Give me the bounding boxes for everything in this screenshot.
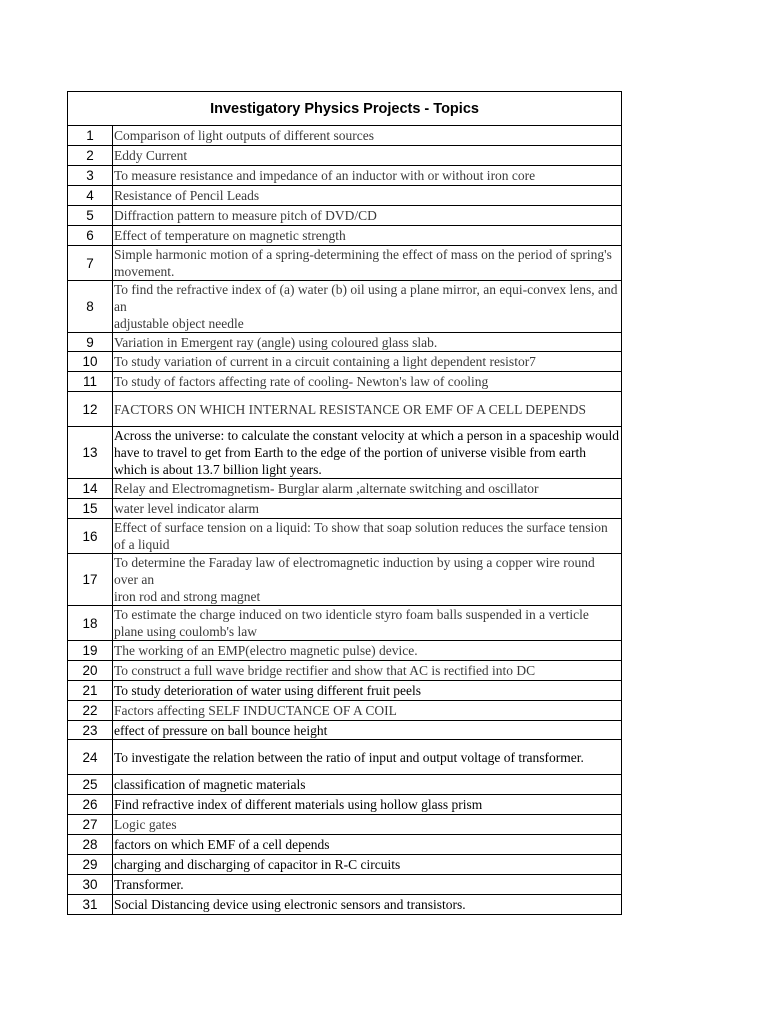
topic-text: Comparison of light outputs of different sources (113, 126, 622, 146)
topic-text: Variation in Emergent ray (angle) using coloured glass slab. (113, 333, 622, 352)
table-row (68, 835, 622, 855)
table-row (68, 721, 622, 740)
topic-text: Logic gates (113, 815, 622, 835)
row-number: 8 (68, 281, 113, 333)
table-row (68, 740, 622, 775)
row-number: 9 (68, 333, 113, 352)
row-number: 3 (68, 166, 113, 186)
topic-text: Factors affecting SELF INDUCTANCE OF A COIL (113, 701, 622, 721)
topic-text: To study variation of current in a circuit containing a light dependent resistor7 (113, 352, 622, 372)
topic-text: To investigate the relation between the ratio of input and output voltage of transformer. (113, 740, 622, 775)
table-row (68, 479, 622, 499)
topic-text: effect of pressure on ball bounce height (113, 721, 622, 740)
table-row (68, 427, 622, 479)
title-row (68, 92, 622, 126)
table-row (68, 519, 622, 554)
table-title: Investigatory Physics Projects - Topics (68, 92, 622, 126)
table-row (68, 815, 622, 835)
topic-text: Effect of temperature on magnetic strength (113, 226, 622, 246)
row-number: 20 (68, 661, 113, 681)
row-number: 10 (68, 352, 113, 372)
topic-text: charging and discharging of capacitor in R-C circuits (113, 855, 622, 875)
table-row (68, 661, 622, 681)
row-number: 21 (68, 681, 113, 701)
row-number: 27 (68, 815, 113, 835)
table-row (68, 775, 622, 795)
row-number: 26 (68, 795, 113, 815)
topic-text: Simple harmonic motion of a spring-determining the effect of mass on the period of spring's movement. (113, 246, 622, 281)
table-row (68, 186, 622, 206)
topic-text: The working of an EMP(electro magnetic pulse) device. (113, 641, 622, 661)
row-number: 11 (68, 372, 113, 392)
topics-table (67, 91, 622, 915)
topic-text: Relay and Electromagnetism- Burglar alarm ,alternate switching and oscillator (113, 479, 622, 499)
topic-text: Diffraction pattern to measure pitch of DVD/CD (113, 206, 622, 226)
table-row (68, 333, 622, 352)
table-row (68, 855, 622, 875)
row-number: 24 (68, 740, 113, 775)
table-row (68, 499, 622, 519)
topic-text: factors on which EMF of a cell depends (113, 835, 622, 855)
topic-text: Social Distancing device using electronic sensors and transistors. (113, 895, 622, 915)
table-row (68, 352, 622, 372)
table-row (68, 281, 622, 333)
topic-text: Transformer. (113, 875, 622, 895)
row-number: 17 (68, 554, 113, 606)
table-row (68, 875, 622, 895)
row-number: 29 (68, 855, 113, 875)
topic-text: Across the universe: to calculate the constant velocity at which a person in a spaceship would have to travel to get from Earth to the edge of the portion of universe visible from earth which is about 13.7 billion light years. (113, 427, 622, 479)
row-number: 7 (68, 246, 113, 281)
topic-text: Effect of surface tension on a liquid: To show that soap solution reduces the surface tension of a liquid (113, 519, 622, 554)
table-row (68, 701, 622, 721)
row-number: 12 (68, 392, 113, 427)
table-row (68, 895, 622, 915)
table-row (68, 126, 622, 146)
row-number: 5 (68, 206, 113, 226)
table-row (68, 641, 622, 661)
topic-text: To measure resistance and impedance of an inductor with or without iron core (113, 166, 622, 186)
topic-text: Find refractive index of different materials using hollow glass prism (113, 795, 622, 815)
row-number: 14 (68, 479, 113, 499)
topic-text: Eddy Current (113, 146, 622, 166)
row-number: 4 (68, 186, 113, 206)
topic-text: To determine the Faraday law of electromagnetic induction by using a copper wire round over an iron rod and strong magnet (113, 554, 622, 606)
topic-text: To study of factors affecting rate of cooling- Newton's law of cooling (113, 372, 622, 392)
topic-text: To construct a full wave bridge rectifier and show that AC is rectified into DC (113, 661, 622, 681)
table-row (68, 681, 622, 701)
table-row (68, 392, 622, 427)
row-number: 28 (68, 835, 113, 855)
table-row (68, 146, 622, 166)
topic-text: To estimate the charge induced on two identicle styro foam balls suspended in a verticle plane using coulomb's law (113, 606, 622, 641)
table-row (68, 606, 622, 641)
spreadsheet-page (67, 91, 621, 915)
table-row (68, 226, 622, 246)
row-number: 2 (68, 146, 113, 166)
table-row (68, 206, 622, 226)
table-row (68, 795, 622, 815)
topics-table-body (68, 126, 622, 915)
row-number: 16 (68, 519, 113, 554)
row-number: 18 (68, 606, 113, 641)
row-number: 6 (68, 226, 113, 246)
row-number: 19 (68, 641, 113, 661)
table-row (68, 554, 622, 606)
row-number: 1 (68, 126, 113, 146)
row-number: 15 (68, 499, 113, 519)
topic-text: To find the refractive index of (a) water (b) oil using a plane mirror, an equi-convex lens, and an adjustable object needle (113, 281, 622, 333)
table-row (68, 166, 622, 186)
row-number: 30 (68, 875, 113, 895)
row-number: 23 (68, 721, 113, 740)
row-number: 13 (68, 427, 113, 479)
row-number: 25 (68, 775, 113, 795)
table-row (68, 372, 622, 392)
topic-text: FACTORS ON WHICH INTERNAL RESISTANCE OR EMF OF A CELL DEPENDS (113, 392, 622, 427)
topic-text: classification of magnetic materials (113, 775, 622, 795)
topic-text: To study deterioration of water using different fruit peels (113, 681, 622, 701)
topic-text: water level indicator alarm (113, 499, 622, 519)
topic-text: Resistance of Pencil Leads (113, 186, 622, 206)
row-number: 31 (68, 895, 113, 915)
row-number: 22 (68, 701, 113, 721)
table-row (68, 246, 622, 281)
